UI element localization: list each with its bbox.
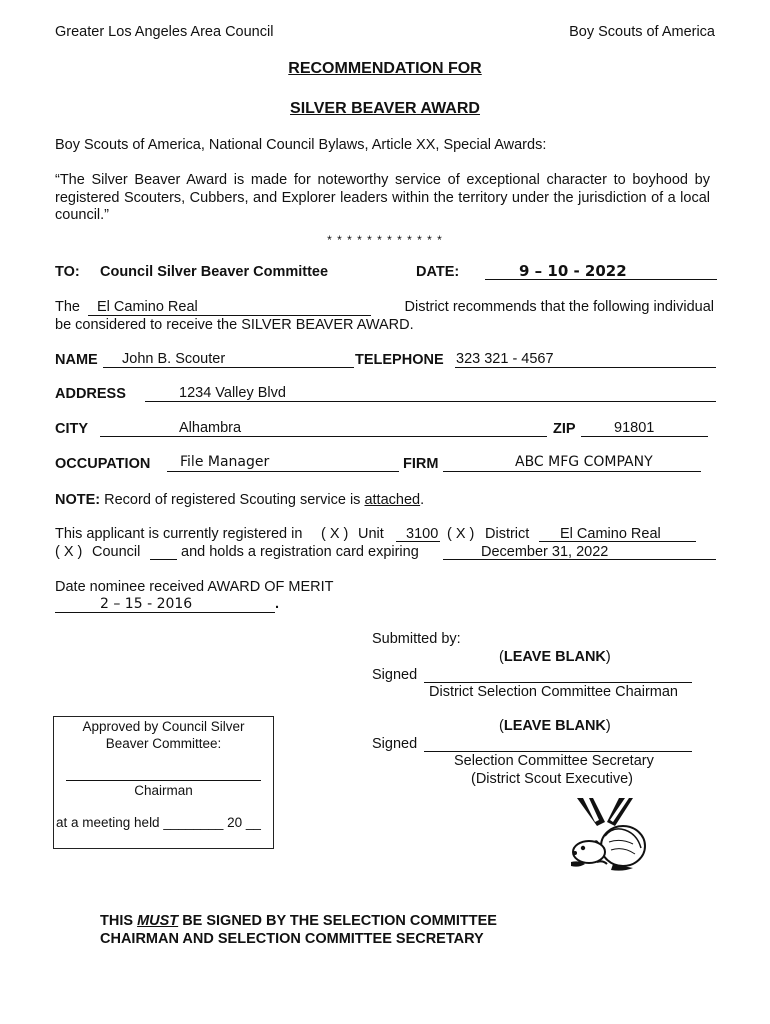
date-label: DATE: [416,264,460,280]
date-value[interactable]: 9 – 10 - 2022 [519,262,627,280]
firm-underline [443,471,701,472]
title-line-1: RECOMMENDATION FOR [288,60,482,77]
address-value[interactable]: 1234 Valley Blvd [179,385,286,401]
district-paragraph-rest-2: be considered to receive the SILVER BEAVER AWARD. [55,317,414,333]
district-checkbox[interactable]: ( X ) [447,526,475,542]
expiry-date-value[interactable]: December 31, 2022 [481,544,609,560]
submitted-by-label: Submitted by: [372,631,461,647]
unit-checkbox[interactable]: ( X ) [321,526,349,542]
name-label: NAME [55,352,98,368]
footer-this: THIS [100,913,134,929]
leave-blank-2-text: LEAVE BLANK [503,718,606,734]
registration-district-value[interactable]: El Camino Real [560,526,661,542]
leave-blank-2: (LEAVE BLANK) [499,718,611,734]
bylaws-text: Boy Scouts of America, National Council Bylaws, Article XX, Special Awards: [55,137,547,153]
footer-line-2: CHAIRMAN AND SELECTION COMMITTEE SECRETARY [100,931,484,947]
organization-name: Boy Scouts of America [569,24,715,40]
unit-label: Unit [358,526,384,542]
registration-intro: This applicant is currently registered in [55,526,303,542]
firm-value[interactable]: ABC MFG COMPANY [515,454,653,470]
secretary-title: Selection Committee Secretary [454,753,654,769]
council-name: Greater Los Angeles Area Council [55,24,274,40]
merit-date-value[interactable]: 2 – 15 - 2016 [100,596,193,612]
star-divider: * * * * * * * * * * * * [327,233,443,247]
telephone-label: TELEPHONE [355,352,444,368]
leave-blank-1: (LEAVE BLANK) [499,649,611,665]
telephone-value[interactable]: 323 321 - 4567 [456,351,554,367]
signed-label-1: Signed [372,667,418,683]
merit-period: . [275,596,280,612]
attached-link[interactable]: attached [364,492,421,508]
council-underline [150,559,177,560]
approval-line-2: Beaver Committee: [105,736,222,751]
scout-executive-title: (District Scout Executive) [471,771,633,787]
approval-chairman-label: Chairman [134,783,193,798]
unit-number-value[interactable]: 3100 [406,526,439,542]
registration-card-text: and holds a registration card expiring [181,544,419,560]
the-word: The [55,299,80,315]
note-label: NOTE: [55,492,101,508]
name-value[interactable]: John B. Scouter [122,351,226,367]
zip-value[interactable]: 91801 [614,420,655,436]
recommending-district-value[interactable]: El Camino Real [97,299,198,315]
footer-line-1 [100,913,497,929]
council-approval-box [53,716,274,849]
note-period: . [420,492,425,508]
note-text: Record of registered Scouting service is [104,492,361,508]
beaver-emblem-icon [563,796,649,874]
occupation-underline [167,471,399,472]
city-label: CITY [55,421,89,437]
approval-line-1: Approved by Council Silver [82,719,245,734]
chairman-signature-line[interactable] [424,682,692,683]
name-underline [103,367,354,368]
to-value: Council Silver Beaver Committee [100,264,329,280]
footer-must: MUST [137,913,179,929]
district-underline [88,315,371,316]
address-underline [145,401,716,402]
council-label: Council [92,544,141,560]
to-label: TO: [55,264,80,280]
signed-label-2: Signed [372,736,418,752]
note-line [55,492,424,508]
occupation-value[interactable]: File Manager [180,454,270,470]
merit-label: Date nominee received AWARD OF MERIT [55,579,334,595]
city-value[interactable]: Alhambra [179,420,242,436]
occupation-label: OCCUPATION [55,456,151,472]
firm-label: FIRM [403,456,439,472]
council-checkbox[interactable]: ( X ) [55,544,83,560]
city-underline [100,436,547,437]
zip-underline [581,436,708,437]
district-chairman-title: District Selection Committee Chairman [429,684,678,700]
telephone-underline [455,367,716,368]
merit-underline [55,612,275,613]
district-paragraph-rest-1: District recommends that the following individual [404,299,714,315]
zip-label: ZIP [553,421,576,437]
approval-chairman-signature-line[interactable] [66,780,261,781]
title-line-2: SILVER BEAVER AWARD [290,100,480,117]
award-quote: “The Silver Beaver Award is made for noteworthy service of exceptional character to boyhood by registered Scouters, Cubbers, and Explorer leaders within the territory under the jurisdiction of a local council.” [55,172,710,223]
leave-blank-1-text: LEAVE BLANK [503,649,606,665]
secretary-signature-line[interactable] [424,751,692,752]
meeting-date-field[interactable]: at a meeting held ________ 20 __ [56,815,261,830]
address-label: ADDRESS [55,386,126,402]
footer-part-2: BE SIGNED BY THE SELECTION COMMITTEE [182,913,497,929]
district-label: District [485,526,530,542]
